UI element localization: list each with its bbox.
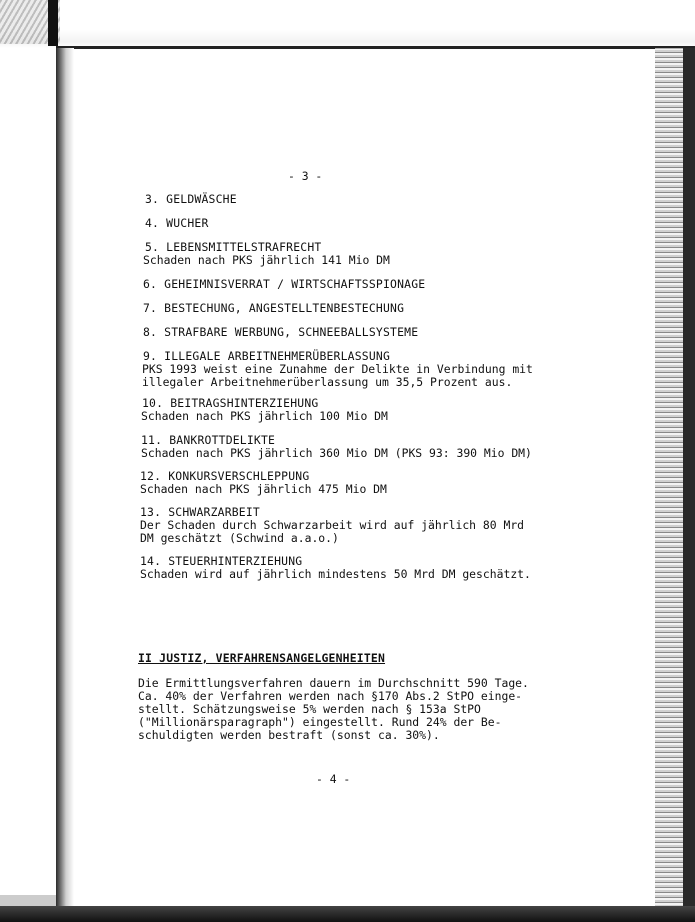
scan-edge-bottom-left	[0, 895, 56, 906]
scan-edge-top	[0, 0, 695, 48]
part-body-line: schuldigten werden bestraft (sonst ca. 30%).	[138, 728, 440, 742]
section-heading: 5. LEBENSMITTELSTRAFRECHT	[145, 240, 322, 254]
part-body-line: stellt. Schätzungsweise 5% werden nach § 153a StPO	[138, 702, 481, 716]
section-body-line: Schaden nach PKS jährlich 100 Mio DM	[141, 409, 388, 423]
page-number-bottom: - 4 -	[316, 772, 351, 786]
section-heading: 8. STRAFBARE WERBUNG, SCHNEEBALLSYSTEME	[143, 325, 419, 339]
section-heading: 10. BEITRAGSHINTERZIEHUNG	[142, 396, 319, 410]
section-heading: 9. ILLEGALE ARBEITNEHMERÜBERLASSUNG	[143, 349, 391, 363]
section-body-line: DM geschätzt (Schwind a.a.o.)	[140, 531, 339, 545]
section-heading: 13. SCHWARZARBEIT	[140, 505, 260, 519]
part-heading: II JUSTIZ, VERFAHRENSANGELGENHEITEN	[138, 651, 386, 665]
section-heading: 6. GEHEIMNISVERRAT / WIRTSCHAFTSSPIONAGE	[143, 277, 426, 291]
scan-edge-left	[56, 48, 74, 908]
scan-edge-bottom	[0, 906, 695, 922]
section-heading: 14. STEUERHINTERZIEHUNG	[140, 554, 303, 568]
page-number-top: - 3 -	[288, 169, 323, 183]
section-body-line: illegaler Arbeitnehmerüberlassung um 35,5 Prozent aus.	[142, 375, 513, 389]
section-heading: 11. BANKROTTDELIKTE	[141, 433, 276, 447]
scan-edge-top-bar	[48, 0, 58, 46]
section-body-line: PKS 1993 weist eine Zunahme der Delikte in Verbindung mit	[142, 362, 533, 376]
section-heading: 3. GELDWÄSCHE	[145, 192, 237, 206]
scan-edge-right-solid	[683, 48, 695, 908]
page-top-edge	[56, 46, 695, 49]
part-body-line: Ca. 40% der Verfahren werden nach §170 Abs.2 StPO einge-	[138, 689, 523, 703]
section-body-line: Der Schaden durch Schwarzarbeit wird auf jährlich 80 Mrd	[140, 518, 525, 532]
section-heading: 12. KONKURSVERSCHLEPPUNG	[140, 469, 310, 483]
section-heading: 4. WUCHER	[145, 216, 209, 230]
section-body-line: Schaden nach PKS jährlich 475 Mio DM	[140, 482, 387, 496]
part-body-line: Die Ermittlungsverfahren dauern im Durchschnitt 590 Tage.	[138, 676, 529, 690]
section-heading: 7. BESTECHUNG, ANGESTELLTENBESTECHUNG	[143, 301, 405, 315]
part-body-line: ("Millionärsparagraph") eingestellt. Rund 24% der Be-	[138, 715, 502, 729]
section-body-line: Schaden wird auf jährlich mindestens 50 Mrd DM geschätzt.	[140, 567, 531, 581]
section-body-line: Schaden nach PKS jährlich 360 Mio DM (PKS 93: 390 Mio DM)	[141, 446, 532, 460]
section-body-line: Schaden nach PKS jährlich 141 Mio DM	[143, 253, 390, 267]
